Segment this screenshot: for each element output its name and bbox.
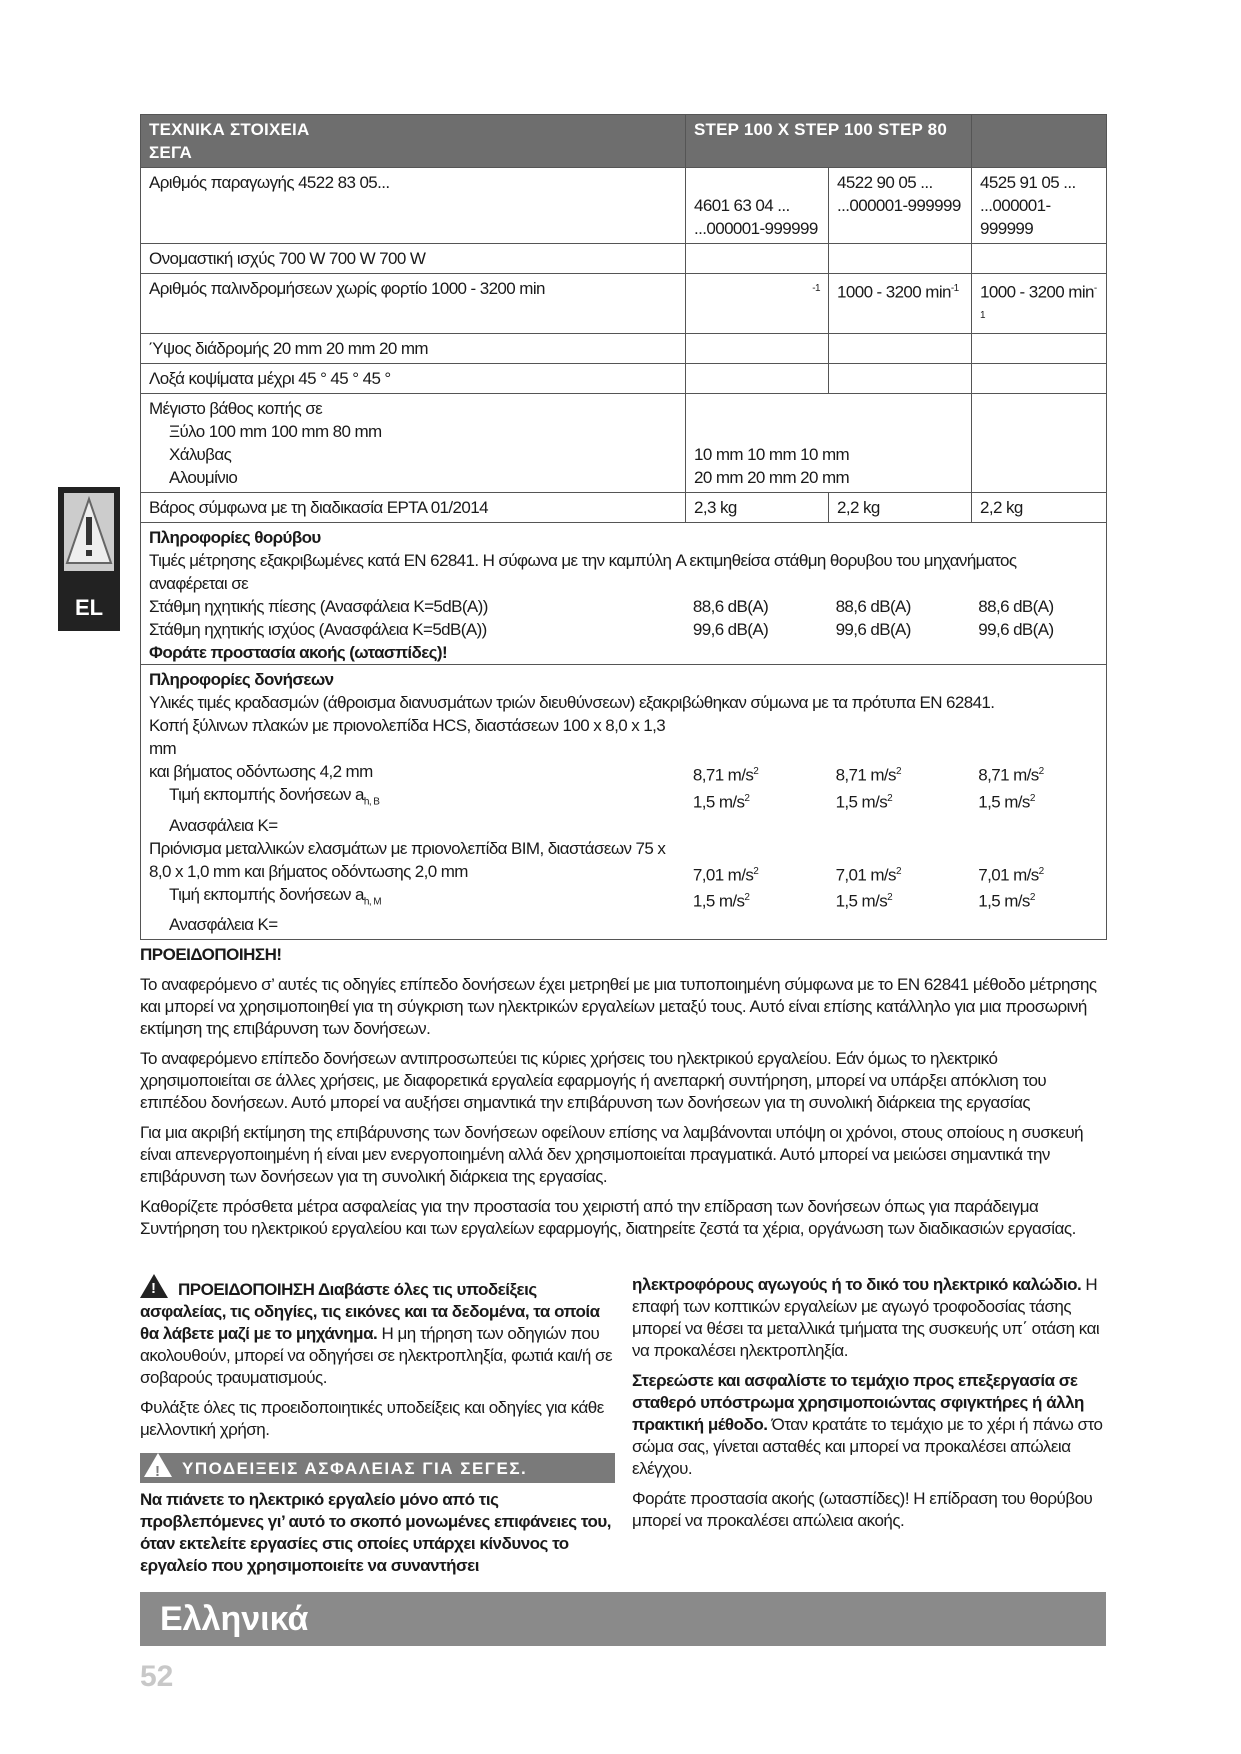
right-column: ηλεκτροφόρους αγωγούς ή το δικό του ηλεκτρικό καλώδιο. Η επαφή των κοπτικών εργαλείων με αγωγό τροφοδοσίας τάσης μπορεί να θέσει τα μεταλλικά τμήματα της συσκευής υπ΄ οτάση και να προκαλέσει ηλεκτροπληξία. Στερεώστε και ασφαλίστε το τεμάχιο προς επεξεργασία σε σταθερό υπόστρωμα χρησιμοποιώντας σφιγκτήρες ή άλλη πρακτική μέθοδο. Όταν κρατάτε το τεμάχιο με το χέρι ή πάνω στο σώμα σας, γίνεται ασταθές και μπορεί να προκαλέσει απώλεια ελέγχου. Φοράτε προστασία ακοής (ωτασπίδες)! Η επίδραση του θορύβου μπορεί να προκαλέσει απώλεια ακοής. (632, 1275, 1103, 1530)
warning-icon (144, 1453, 172, 1477)
warning-paragraph: Για μια ακριβή εκτίμηση της επιβάρυνσης των δονήσεων οφείλουν επίσης να λαμβάνονται υπόψη οι χρόνοι, στους οποίους η συσκευή είναι απενεργοποιημένη ή είναι μεν ενεργοποιημένη αλλά δεν χρησιμοποιείται πραγματικά. Αυτό μπορεί να μειώσει σημαντικά την επιβάρυνση των δονήσεων για τη συνολική διάρκεια της εργασίας. (140, 1123, 1084, 1186)
vibration-section: Πληροφορίες δονήσεων Υλικές τιμές κραδασμών (άθροισμα διανυσμάτων τριών διευθύνσεων) εξακριβώθηκαν σύμωνα με τα πρότυπα EN 62841. Κοπή ξύλινων πλακών με πριονολεπίδα HCS, διαστάσεων 100 x 8,0 x 1,3 mm και βήματος οδόντωσης 4,2 mm Τιμή εκπομπής δονήσεων $a_{h, B}$ Ανασφάλεια K= Πριόνισμα μεταλλικών ελασμάτων με πριονολεπίδα BIM, διαστάσεων 75 x 8,0 x 1,0 mm και βήματος οδόντωσης 2,0 mm Τιμή εκπομπής δονήσεων $a_{h, M}$ Ανασφάλεια K= 8,71 $m/s^2$ 1,5 $m/s^2$ 7,01 $m/s^2$ 1,5 $m/s^2$ 8,71 $m/s^2$ 1,5 $m/s^2$ 7,01 $m/s^2$ 1,5 $m/s^2$ 8,71 $m/s^2$ 1,5 $m/s^2$ 7,01 $m/s^2$ 1,5 $m/s^2$ (141, 665, 1107, 940)
language-footer-bar (140, 1592, 1106, 1646)
technical-data-table (140, 114, 1107, 940)
model-names: STEP 100 X STEP 100 STEP 80 (686, 115, 972, 168)
table-row: Ύψος διάδρομής 20 mm 20 mm 20 mm (141, 334, 1107, 364)
language-name: Ελληνικά (160, 1600, 309, 1638)
warning-paragraph: Το αναφερόμενο επίπεδο δονήσεων αντιπροσωπεύει τις κύριες χρήσεις του ηλεκτρικού εργαλείου. Εάν όμως το ηλεκτρικό χρησιμοποιείται σε άλλες χρήσεις, με διαφορετικά εργαλεία εφαρμογής ή ανεπαρκή συντήρηση, μπορεί να υπάρξει απόκλιση του επιπέδου δονήσεων. Αυτό μπορεί να αυξήσει σημαντικά την επιβάρυνση των δονήσεων για τη συνολική διάρκεια της εργασίας (140, 1049, 1047, 1112)
left-column: !ΠΡΟΕΙΔΟΠΟΙΗΣΗ Διαβάστε όλες τις υποδείξεις ασφαλείας, τις οδηγίες, τις εικόνες και τα δεδομένα, τα οποία θα λάβετε μαζί με το μηχάνημα. Η μη τήρηση των οδηγιών που ακολουθούν, μπορεί να οδηγήσει σε ηλεκτροπληξία, φωτιά και/ή σε σοβαρούς τραυματισμούς. Φυλάξτε όλες τις προειδοποιητικές υποδείξεις και οδηγίες για κάθε μελλοντική χρήση. !ΥΠΟΔΕΙΞΕΙΣ ΑΣΦΑΛΕΙΑΣ ΓΙΑ ΣΕΓΕΣ. Να πιάνετε το ηλεκτρικό εργαλείο μόνο από τις προβλεπόμενες γι’ αυτό το σκοπό μονωμένες επιφάνειες του, όταν εκτελείτε εργασίες στις οποίες υπάρχει κίνδυνος το εργαλείο που χρησιμοποιείτε να συναντήσει (140, 1274, 615, 1585)
language-side-tab (58, 487, 120, 631)
table-row: Αριθμός παλινδρομήσεων χωρίς φορτίο 1000 - 3200 min $^{-1}$ 1000 - 3200 $\min^{-1}$ 1000 - 3200 $\min^{-1}$ (141, 274, 1107, 334)
table-row: Βάρος σύμφωνα με τη διαδικασία EPTA 01/2014 2,3 kg 2,2 kg 2,2 kg (141, 493, 1107, 523)
warning-title: ΠΡΟΕΙΔΟΠΟΙΗΣΗ! (140, 945, 282, 964)
vibration-warning (140, 944, 1106, 1248)
language-code: EL (74, 595, 104, 620)
warning-icon (140, 1274, 168, 1298)
table-row: Μέγιστο βάθος κοπής σε Ξύλο 100 mm 100 mm 80 mm Χάλυβας Αλουμίνιο 10 mm 10 mm 10 mm 20 mm 20 mm 20 mm (141, 394, 1107, 493)
warning-icon (64, 493, 114, 571)
table-row: Ονομαστική ισχύς 700 W 700 W 700 W (141, 244, 1107, 274)
warning-triangle-icon (64, 493, 114, 571)
table-header (141, 115, 1107, 168)
warning-paragraph: Καθορίζετε πρόσθετα μέτρα ασφαλείας για την προστασία του χειριστή από την επίδραση των δονήσεων όπως για παράδειγμα Συντήρηση του ηλεκτρικού εργαλείου και των εργαλείων εφαρμογής, διατηρείτε ζεστά τα χέρια, οργάνωση των διαδικασιών εργασίας. (140, 1197, 1076, 1238)
safety-section-header: !ΥΠΟΔΕΙΞΕΙΣ ΑΣΦΑΛΕΙΑΣ ΓΙΑ ΣΕΓΕΣ. (140, 1453, 615, 1483)
table-row: Αριθμός παραγωγής 4522 83 05... 4601 63 04 ... ...000001-999999 4522 90 05 ... ...000001-999999 4525 91 05 ... ...000001-999999 (141, 168, 1107, 244)
table-row: Λοξά κοψίματα μέχρι 45 ° 45 ° 45 ° (141, 364, 1107, 394)
table-title: ΤΕΧΝΙΚΑ ΣΤΟΙΧΕΙΑ ΣΕΓΑ (141, 115, 686, 168)
noise-section: Πληροφορίες θορύβου Τιμές μέτρησης εξακριβωμένες κατά EN 62841. Η σύφωνα με την καμπύλη A εκτιμηθείσα στάθμη θορυβου του μηχανήματος αναφέρεται σε Στάθμη ηχητικής πίεσης (Ανασφάλεια K=5dB(A)) Στάθμη ηχητικής ισχύος (Ανασφάλεια K=5dB(A)) Φοράτε προστασία ακοής (ωτασπίδες)! 88,6 dB(A) 99,6 dB(A) 88,6 dB(A) 99,6 dB(A) 88,6 dB(A) 99,6 dB(A) (141, 523, 1107, 665)
page-number: 52 (140, 1660, 174, 1693)
warning-paragraph: Το αναφερόμενο σ’ αυτές τις οδηγίες επίπεδο δονήσεων έχει μετρηθεί με μια τυποποιημένη σύμφωνα με το EN 62841 μέθοδο μέτρησης και μπορεί να χρησιμοποιηθεί για τη σύγκριση των ηλεκτρικών εργαλείων μεταξύ τους. Αυτό είναι επίσης κατάλληλο για μια προσωρινή εκτίμηση της επιβάρυνση των δονήσεων. (140, 975, 1097, 1038)
